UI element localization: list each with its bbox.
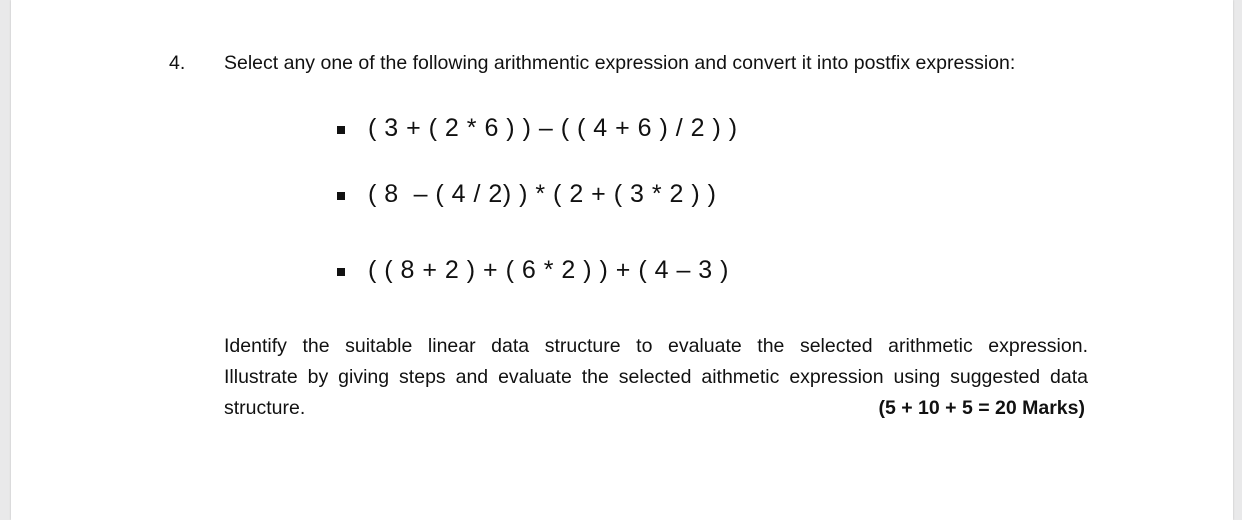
expression-2: ( 8 – ( 4 / 2) ) * ( 2 + ( 3 * 2 ) )	[368, 180, 717, 208]
document-page	[11, 0, 1233, 520]
expression-3: ( ( 8 + 2 ) + ( 6 * 2 ) ) + ( 4 – 3 )	[368, 256, 729, 284]
instruction-line-3: structure.	[224, 397, 306, 419]
bullet-marker	[337, 192, 345, 200]
bullet-marker	[337, 126, 345, 134]
question-number: 4.	[169, 52, 186, 74]
question-prompt: Select any one of the following arithmentic expression and convert it into postfix expression:	[224, 52, 1016, 74]
expression-1: ( 3 + ( 2 * 6 ) ) – ( ( 4 + 6 ) / 2 ) )	[368, 114, 738, 142]
instruction-line-2: Illustrate by giving steps and evaluate the selected aithmetic expression using suggested data	[224, 366, 1088, 388]
bullet-marker	[337, 268, 345, 276]
marks-allocation: (5 + 10 + 5 = 20 Marks)	[878, 397, 1085, 419]
instruction-line-1: Identify the suitable linear data structure to evaluate the selected arithmetic expression.	[224, 335, 1088, 357]
